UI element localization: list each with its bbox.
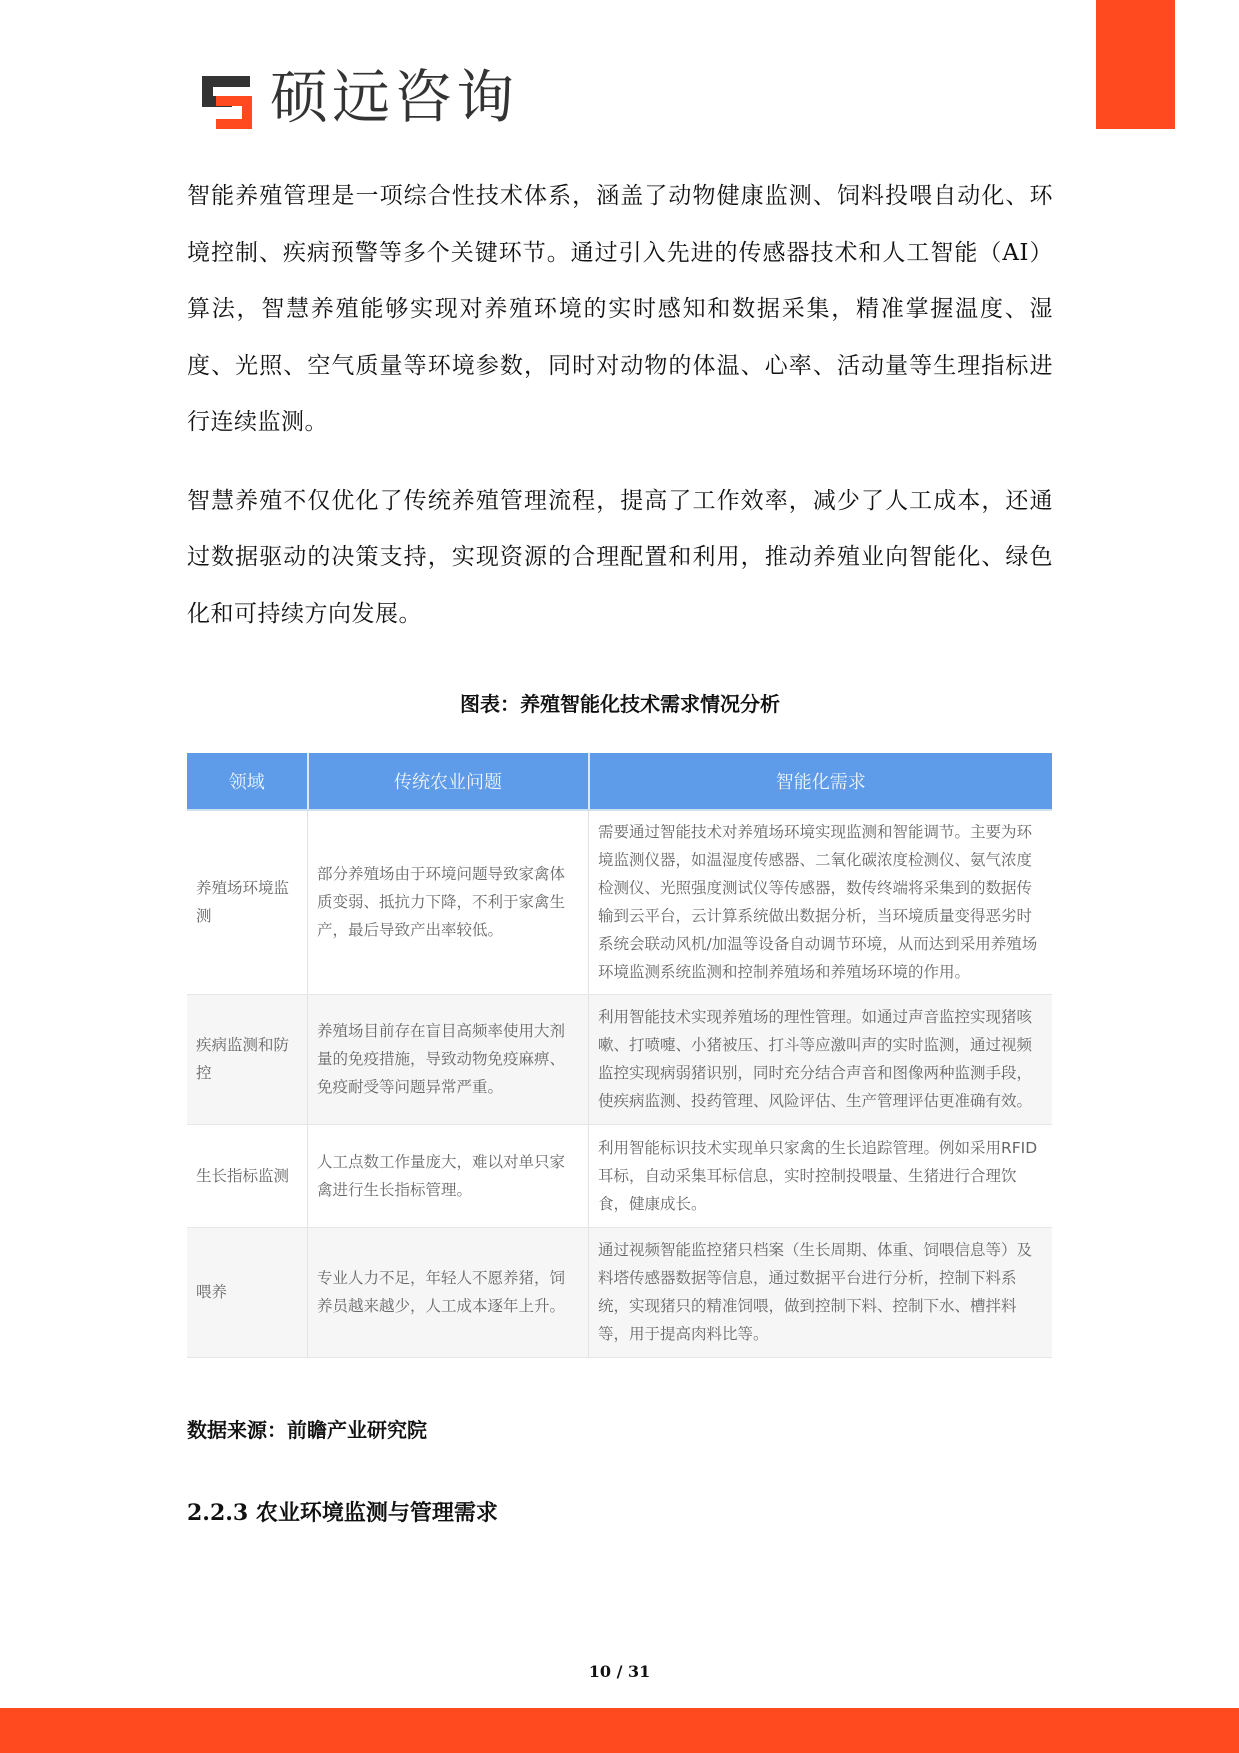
body-text [187, 168, 1053, 642]
cell-domain: 生长指标监测 [187, 1124, 308, 1227]
cell-problem: 专业人力不足，年轻人不愿养猪，饲养员越来越少，人工成本逐年上升。 [308, 1227, 589, 1357]
cell-need: 通过视频智能监控猪只档案（生长周期、体重、饲喂信息等）及料塔传感器数据等信息，通过数据平台进行分析，控制下料系统，实现猪只的精准饲喂，做到控制下料、控制下水、槽拌料等，用于提高肉料比等。 [589, 1227, 1053, 1357]
table-header-row [187, 753, 1052, 810]
paragraph-1: 智能养殖管理是一项综合性技术体系，涵盖了动物健康监测、饲料投喂自动化、环境控制、疾病预警等多个关键环节。通过引入先进的传感器技术和人工智能（AI）算法，智慧养殖能够实现对养殖环境的实时感知和数据采集，精准掌握温度、湿度、光照、空气质量等环境参数，同时对动物的体温、心率、活动量等生理指标进行连续监测。 [187, 183, 1053, 435]
logo-mark-icon [200, 66, 260, 128]
cell-problem: 人工点数工作量庞大，难以对单只家禽进行生长指标管理。 [308, 1124, 589, 1227]
requirements-table [187, 753, 1052, 1358]
table-row [187, 994, 1052, 1124]
data-source: 数据来源：前瞻产业研究院 [187, 1418, 427, 1442]
table-row [187, 1124, 1052, 1227]
table-row [187, 1227, 1052, 1357]
table-row [187, 810, 1052, 994]
cell-domain: 养殖场环境监测 [187, 810, 308, 994]
company-logo [200, 64, 518, 130]
bottom-accent-bar [0, 1708, 1239, 1753]
section-heading: 2.2.3 农业环境监测与管理需求 [187, 1500, 498, 1526]
column-header-need: 智能化需求 [589, 753, 1053, 810]
column-header-domain: 领域 [187, 753, 308, 810]
cell-domain: 喂养 [187, 1227, 308, 1357]
cell-need: 利用智能标识技术实现单只家禽的生长追踪管理。例如采用RFID耳标，自动采集耳标信息，实时控制投喂量、生猪进行合理饮食，健康成长。 [589, 1124, 1053, 1227]
cell-need: 利用智能技术实现养殖场的理性管理。如通过声音监控实现猪咳嗽、打喷嚏、小猪被压、打斗等应激叫声的实时监测，通过视频监控实现病弱猪识别，同时充分结合声音和图像两种监测手段，使疾病监测、投药管理、风险评估、生产管理评估更准确有效。 [589, 994, 1053, 1124]
cell-domain: 疾病监测和防控 [187, 994, 308, 1124]
logo-text: 硕远咨询 [270, 63, 519, 131]
paragraph-2: 智慧养殖不仅优化了传统养殖管理流程，提高了工作效率，减少了人工成本，还通过数据驱动的决策支持，实现资源的合理配置和利用，推动养殖业向智能化、绿色化和可持续方向发展。 [187, 487, 1053, 627]
cell-problem: 部分养殖场由于环境问题导致家禽体质变弱、抵抗力下降，不利于家禽生产，最后导致产出率较低。 [308, 810, 589, 994]
column-header-problem: 传统农业问题 [308, 753, 589, 810]
figure-caption: 图表：养殖智能化技术需求情况分析 [460, 692, 780, 716]
cell-problem: 养殖场目前存在盲目高频率使用大剂量的免疫措施，导致动物免疫麻痹、免疫耐受等问题异常严重。 [308, 994, 589, 1124]
cell-need: 需要通过智能技术对养殖场环境实现监测和智能调节。主要为环境监测仪器，如温湿度传感器、二氧化碳浓度检测仪、氨气浓度检测仪、光照强度测试仪等传感器，数传终端将采集到的数据传输到云平台，云计算系统做出数据分析，当环境质量变得恶劣时系统会联动风机/加温等设备自动调节环境，从而达到采用养殖场环境监测系统监测和控制养殖场和养殖场环境的作用。 [589, 810, 1053, 994]
page-number: 10 / 31 [588, 1662, 651, 1681]
top-accent-bar [1096, 0, 1175, 129]
